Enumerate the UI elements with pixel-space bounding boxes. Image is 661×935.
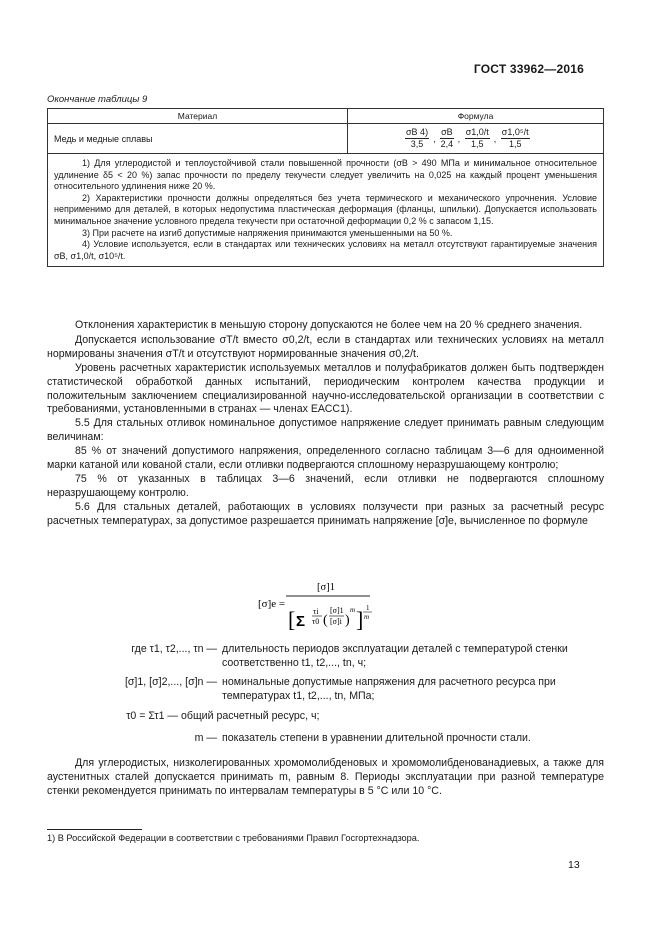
paragraph: Для углеродистых, низколегированных хромомолибденовых и хромомолибденованадиевых, а также для аустенитных сталей допускается принимать m, равным 8. Периоды эксплуатации при разной температуре стенки рекомендуется принимать по интервалам температуры в 5 °С или 10 °С. (47, 757, 604, 797)
equation-allowable-stress (258, 572, 398, 642)
table-notes (48, 154, 604, 267)
formula-cell: $\frac{\sigma B 4)}{3,5}$ , $\frac{\sigma B}{2,4}$ , $\frac{\sigma 1,0/t}{1,5}$ , $\frac{\text{σ1,0⁵/t}}{1,5}$ (348, 124, 604, 154)
table-9 (47, 108, 604, 267)
equation-exp-den: m (364, 613, 370, 621)
equation-bracket-left: [ (288, 607, 296, 632)
equation-paren-right: ) (345, 613, 350, 628)
definition-term: m — (194, 732, 217, 744)
definition-term: [σ]1, [σ]2,..., [σ]n — (124, 676, 217, 688)
formula-term: $\frac{\sigma 1,0/t}{1,5}$ (465, 127, 489, 149)
formula-term: $\frac{\text{σ1,0⁵/t}}{1,5}$ (501, 127, 529, 149)
definition-text: номинальные допустимые напряжения для расчетного ресурса при температурах t1, t2,..., tn, МПа; (222, 676, 556, 702)
equation-exponent-m: m (350, 606, 356, 614)
table-note: 1) Для углеродистой и теплоустойчивой стали повышенной прочности (σB > 490 МПа и минимальное относительное удлинение δ5 < 20 %) запас прочности по пределу текучести следует увеличить на 0,025 на каждый процент уменьшения относительного удлинения ниже 20 %. (54, 158, 597, 192)
paragraph: Отклонения характеристик в меньшую сторону допускаются не более чем на 20 % среднего значения. (75, 319, 583, 331)
table-note: 2) Характеристики прочности должны определяться без учета термического и механического упрочнения. Условие неприменимо для деталей, в которых недопустима пластическая деформация (фланцы, шпильки). Допускается использовать минимальное значение условного предела текучести при остаточной деформации 0,2 % с запасом 1,15. (54, 192, 597, 226)
column-header-formula: Формула (348, 109, 604, 124)
paragraph: 5.5 Для стальных отливок номинальное допустимое напряжение следует принимать равным следующим величинам: (47, 417, 604, 444)
equation-inner-numerator: [σ]1 (330, 606, 344, 615)
definition-text: показатель степени в уравнении длительной прочности стали. (222, 732, 531, 744)
table-note: 3) При расчете на изгиб допустимые напряжения принимаются уменьшенными на 50 %. (82, 227, 453, 238)
column-header-material: Материал (48, 109, 348, 124)
equation-graphic (258, 572, 398, 642)
paragraph: 75 % от указанных в таблицах 3—6 значений, если отливки не подвергаются сплошному неразрушающему контролю. (47, 472, 604, 499)
equation-tau-0: τ0 (312, 617, 320, 626)
paragraph: 5.6 Для стальных деталей, работающих в условиях ползучести при разных за расчетный ресурс расчетных температурах, за допустимое разрешается принимать напряжение [σ]e, вычисленное по формуле (47, 500, 604, 527)
equation-numerator: [σ]1 (317, 582, 335, 593)
footnote-separator (47, 829, 142, 830)
equation-lhs: [σ]e = (258, 598, 286, 610)
definition-text: длительность периодов эксплуатации деталей с температурой стенки соответственно t1, t2,..., tn, ч; (222, 643, 568, 669)
definition-term: τ0 = Στ1 — (126, 710, 178, 722)
equation-inner-denominator: [σ]i (330, 617, 342, 626)
definition-term: где τ1, τ2,..., τn — (131, 643, 217, 655)
body-text (47, 319, 604, 529)
table-caption: Окончание таблицы 9 (47, 94, 148, 105)
document-code: ГОСТ 33962—2016 (473, 62, 584, 76)
paragraph: Уровень расчетных характеристик используемых металлов и полуфабрикатов должен быть подтвержден статистической обработкой данных испытаний, периодическим контролем качества продукции и положительным заключением специализированной научно-исследовательской организации в соответствии с требованиями, установленными в странах — членах ЕАСС1). (47, 361, 604, 416)
paragraph: 85 % от значений допустимого напряжения, определенного согласно таблицам 3—6 для одноименной марки катаной или кованой стали, если отливки подвергаются сплошному неразрушающему контролю; (47, 445, 604, 472)
definition-text: общий расчетный ресурс, ч; (181, 710, 320, 722)
formula-term: $\frac{\sigma B}{2,4}$ (440, 127, 454, 149)
formula-term: $\frac{\sigma B 4)}{3,5}$ (406, 127, 429, 149)
equation-bracket-right: ] (356, 607, 364, 632)
closing-paragraph (47, 757, 604, 799)
summation-symbol: Σ (296, 613, 306, 630)
material-cell: Медь и медные сплавы (48, 124, 348, 154)
footnote: 1) В Российской Федерации в соответствии с требованиями Правил Госгортехнадзора. (47, 833, 420, 843)
paragraph: Допускается использование σT/t вместо σ0,2/t, если в стандартах или технических условиях на металл нормированы значения σT/t и отсутствуют нормированные значения σ0,2/t. (47, 333, 604, 360)
equation-exp-num: 1 (366, 604, 370, 612)
page-number: 13 (568, 859, 580, 871)
equation-tau-i: τi (313, 607, 319, 616)
equation-paren-left: ( (323, 613, 328, 628)
table-note: 4) Условие используется, если в стандартах или технических условиях на металл отсутствуют гарантируемые значения σB, σ1,0/t, σ10⁵/t. (54, 239, 597, 261)
